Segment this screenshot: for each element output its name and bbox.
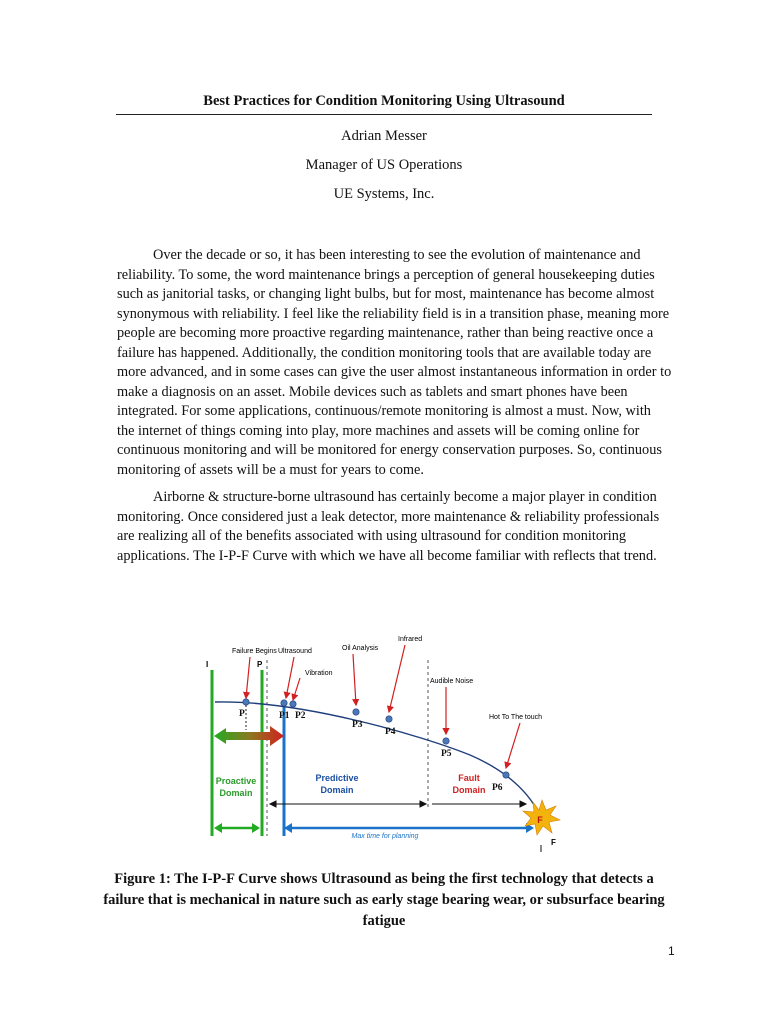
label-P5: P5 — [441, 749, 452, 759]
label-hot-to-touch: Hot To The touch — [489, 714, 543, 721]
paragraph-line: applications. The I-P-F Curve with which we have all become familiar with reflects that trend. — [117, 547, 657, 564]
label-F: F — [551, 838, 556, 847]
paragraph-line: such as janitorial tasks, or changing light bulbs, but for most, maintenance has become almost — [117, 286, 655, 302]
point-P5 — [443, 738, 449, 744]
label-P6: P6 — [492, 783, 503, 793]
label-P3: P3 — [352, 720, 363, 730]
label-vibration: Vibration — [305, 670, 333, 677]
paragraph-line: people are becoming more proactive regarding maintenance, rather than being reactive once a — [117, 325, 654, 341]
max-time-label: Max time for planning — [351, 833, 419, 840]
label-P1: P1 — [279, 711, 290, 721]
paragraph-line: the internet of things coming into play, more machines and assets will be coming online for — [117, 422, 640, 439]
title-rule — [116, 114, 652, 115]
paragraph-line: failure has happened. Additionally, the condition monitoring tools that are available today are — [117, 344, 652, 361]
proactive-label-1: Proactive — [215, 776, 257, 786]
paragraph-1 — [117, 246, 672, 480]
point-P2 — [290, 701, 296, 707]
label-P: P — [239, 709, 245, 719]
paragraph-line: continuous monitoring and will be monitored for energy conservation purposes. So, continuous — [117, 442, 662, 458]
paragraph-line: make a diagnosis on an asset. Mobile devices such as tablets and smart phones have been — [117, 383, 628, 400]
paragraph-2 — [117, 488, 660, 566]
proactive-gradient-arrow — [214, 726, 284, 746]
max-time-arrow — [284, 823, 534, 833]
point-P — [243, 699, 249, 705]
paragraph-line: Airborne & structure-borne ultrasound has certainly become a major player in condition — [153, 489, 657, 505]
point-P4 — [386, 716, 392, 722]
predictive-label-1: Predictive — [315, 773, 359, 783]
caption-line: failure that is mechanical in nature such as early stage bearing wear, or subsurface bearing — [103, 892, 665, 908]
paragraph-line: monitoring of assets will be a must for years to come. — [117, 461, 424, 478]
paragraph-line: synonymous with reliability. I feel like the reliability field is in a transition phase, meaning more — [117, 305, 670, 322]
ipf-curve-figure — [196, 628, 576, 860]
fault-label-1: Fault — [458, 773, 480, 783]
paragraph-line: reliability. To some, the word maintenance brings a perception of general housekeeping duties — [117, 266, 655, 283]
document-title: Best Practices for Condition Monitoring Using Ultrasound — [203, 93, 565, 109]
label-infrared: Infrared — [398, 636, 423, 643]
point-P6 — [503, 772, 509, 778]
author-position: Manager of US Operations — [305, 157, 463, 173]
paragraph-line: monitoring. Once considered just a leak detector, more maintenance & reliability professionals — [117, 508, 660, 525]
green-double-arrow — [214, 823, 260, 833]
figure-caption — [0, 869, 768, 932]
author-name: Adrian Messer — [341, 128, 427, 144]
fault-label-2: Domain — [452, 785, 486, 795]
label-failure-begins: Failure Begins — [232, 648, 277, 655]
author-company: UE Systems, Inc. — [333, 186, 435, 202]
starburst-F: F — [537, 815, 543, 825]
paragraph-line: more advanced, and in some cases can give the user almost instantaneous information in order to — [117, 364, 672, 380]
caption-line: Figure 1: The I-P-F Curve shows Ultrasound as being the first technology that detects a — [114, 871, 654, 887]
paragraph-line: are realizing all of the benefits associated with using ultrasound for condition monitoring — [117, 528, 626, 544]
predictive-label-2: Domain — [320, 785, 354, 795]
proactive-label-2: Domain — [219, 788, 253, 798]
paragraph-line: integrated. For some applications, continuous/remote monitoring is almost a must. Now, with — [117, 403, 651, 419]
page-number: 1 — [668, 944, 675, 958]
point-P3 — [353, 709, 359, 715]
point-P1 — [281, 700, 287, 706]
label-audible-noise: Audible Noise — [430, 678, 474, 685]
label-oil-analysis: Oil Analysis — [342, 645, 379, 652]
label-P4: P4 — [385, 727, 396, 737]
label-P2: P2 — [295, 711, 306, 721]
label-P-top: P — [257, 660, 263, 669]
label-I: I — [206, 660, 209, 669]
domain-arrows — [270, 801, 526, 807]
label-ultrasound: Ultrasound — [278, 648, 312, 655]
caption-line: fatigue — [362, 913, 406, 929]
paragraph-line: Over the decade or so, it has been interesting to see the evolution of maintenance and — [153, 247, 641, 263]
